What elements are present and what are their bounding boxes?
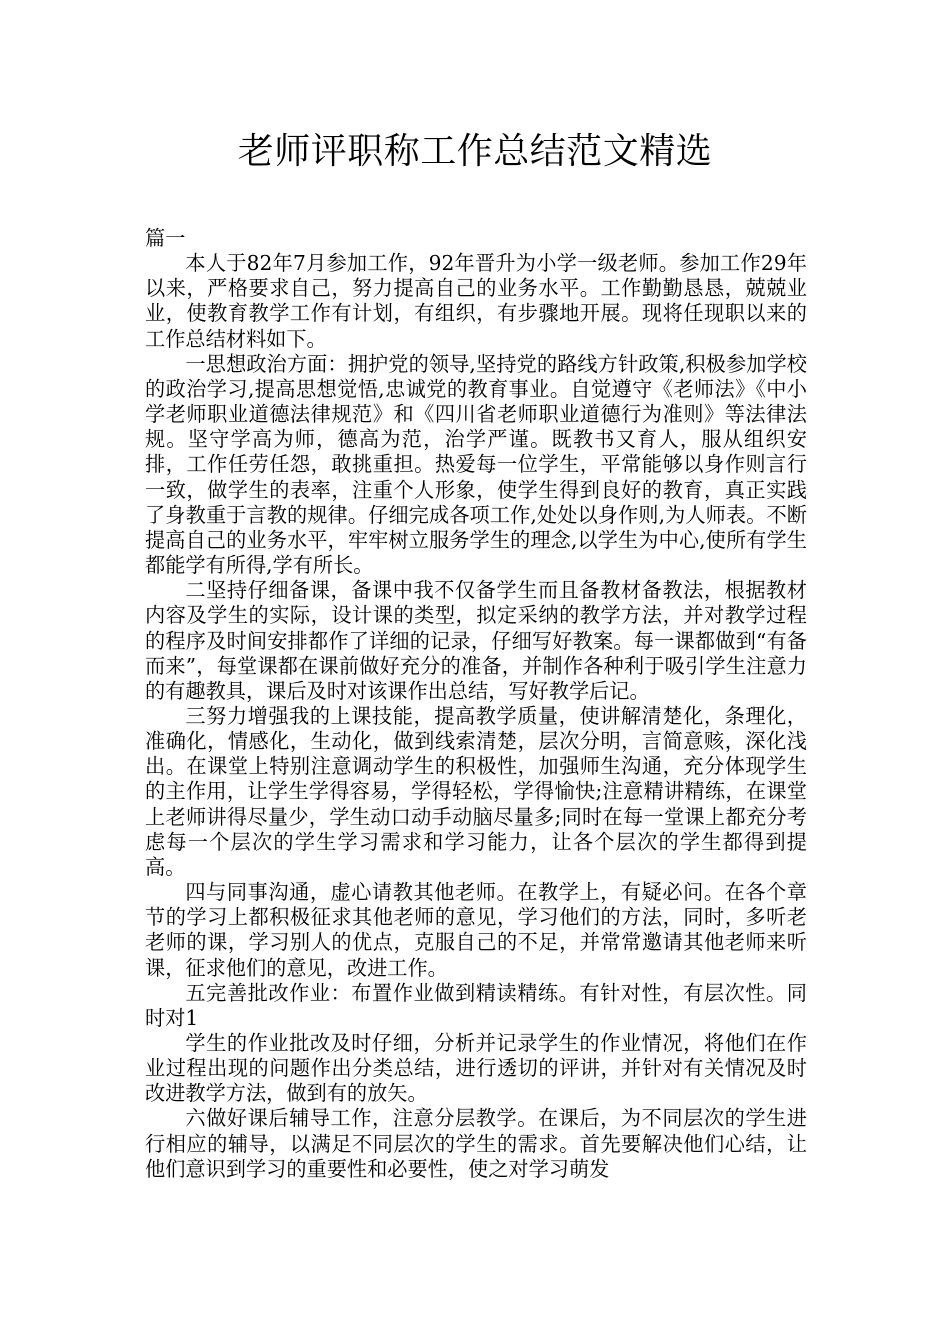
- paragraph-lesson-prep: 二坚持仔细备课，备课中我不仅备学生而且备教材备教法，根据教材内容及学生的实际，设计课的类型，拟定采纳的教学方法，并对教学过程的程序及时间安排都作了详细的记录，仔细写好教案。每一课都做到“有备而来”，每堂课都在课前做好充分的准备，并制作各种利于吸引学生注意力的有趣教具，课后及时对该课作出总结，写好教学后记。: [145, 578, 807, 703]
- paragraph-homework: 五完善批改作业：布置作业做到精读精练。有针对性，有层次性。同时对1: [145, 980, 807, 1030]
- section-label: 篇一: [145, 226, 186, 250]
- paragraph-intro: 本人于82年7月参加工作，92年晋升为小学一级老师。参加工作29年以来，严格要求自己，努力提高自己的业务水平。工作勤勤恳恳，兢兢业业，使教育教学工作有计划，有组织，有步骤地开展。现将任现职以来的工作总结材料如下。: [145, 251, 807, 351]
- paragraph-after-class-tutoring: 六做好课后辅导工作，注意分层教学。在课后，为不同层次的学生进行相应的辅导，以满足不同层次的学生的需求。首先要解决他们心结，让他们意识到学习的重要性和必要性，使之对学习萌发: [145, 1106, 807, 1181]
- paragraph-teaching-skills: 三努力增强我的上课技能，提高教学质量，使讲解清楚化，条理化，准确化，情感化，生动化，做到线索清楚，层次分明，言简意赅，深化浅出。在课堂上特别注意调动学生的积极性，加强师生沟通，充分体现学生的主作用，让学生学得容易，学得轻松，学得愉快;注意精讲精练，在课堂上老师讲得尽量少，学生动口动手动脑尽量多;同时在每一堂课上都充分考虑每一个层次的学生学习需求和学习能力，让各个层次的学生都得到提高。: [145, 703, 807, 879]
- paragraph-political: 一思想政治方面：拥护党的领导,坚持党的路线方针政策,积极参加学校的政治学习,提高思想觉悟,忠诚党的教育事业。自觉遵守《老师法》《中小学老师职业道德法律规范》和《四川省老师职业道德行为准则》等法律法规。坚守学高为师，德高为范，治学严谨。既教书又育人，服从组织安排，工作任劳任怨，敢挑重担。热爱每一位学生，平常能够以身作则言行一致，做学生的表率，注重个人形象，使学生得到良好的教育，真正实践了身教重于言教的规律。仔细完成各项工作,处处以身作则,为人师表。不断提高自己的业务水平，牢牢树立服务学生的理念,以学生为中心,使所有学生都能学有所得,学有所长。: [145, 351, 807, 578]
- paragraph-homework-grading: 学生的作业批改及时仔细，分析并记录学生的作业情况，将他们在作业过程出现的问题作出分类总结，进行透切的评讲，并针对有关情况及时改进教学方法，做到有的放矢。: [145, 1031, 807, 1106]
- document-body: [145, 226, 807, 1182]
- paragraph-colleague-communication: 四与同事沟通，虚心请教其他老师。在教学上，有疑必问。在各个章节的学习上都积极征求其他老师的意见，学习他们的方法，同时，多听老老师的课，学习别人的优点，克服自己的不足，并常常邀请其他老师来听课，征求他们的意见，改进工作。: [145, 880, 807, 980]
- document-title: 老师评职称工作总结范文精选: [237, 131, 713, 172]
